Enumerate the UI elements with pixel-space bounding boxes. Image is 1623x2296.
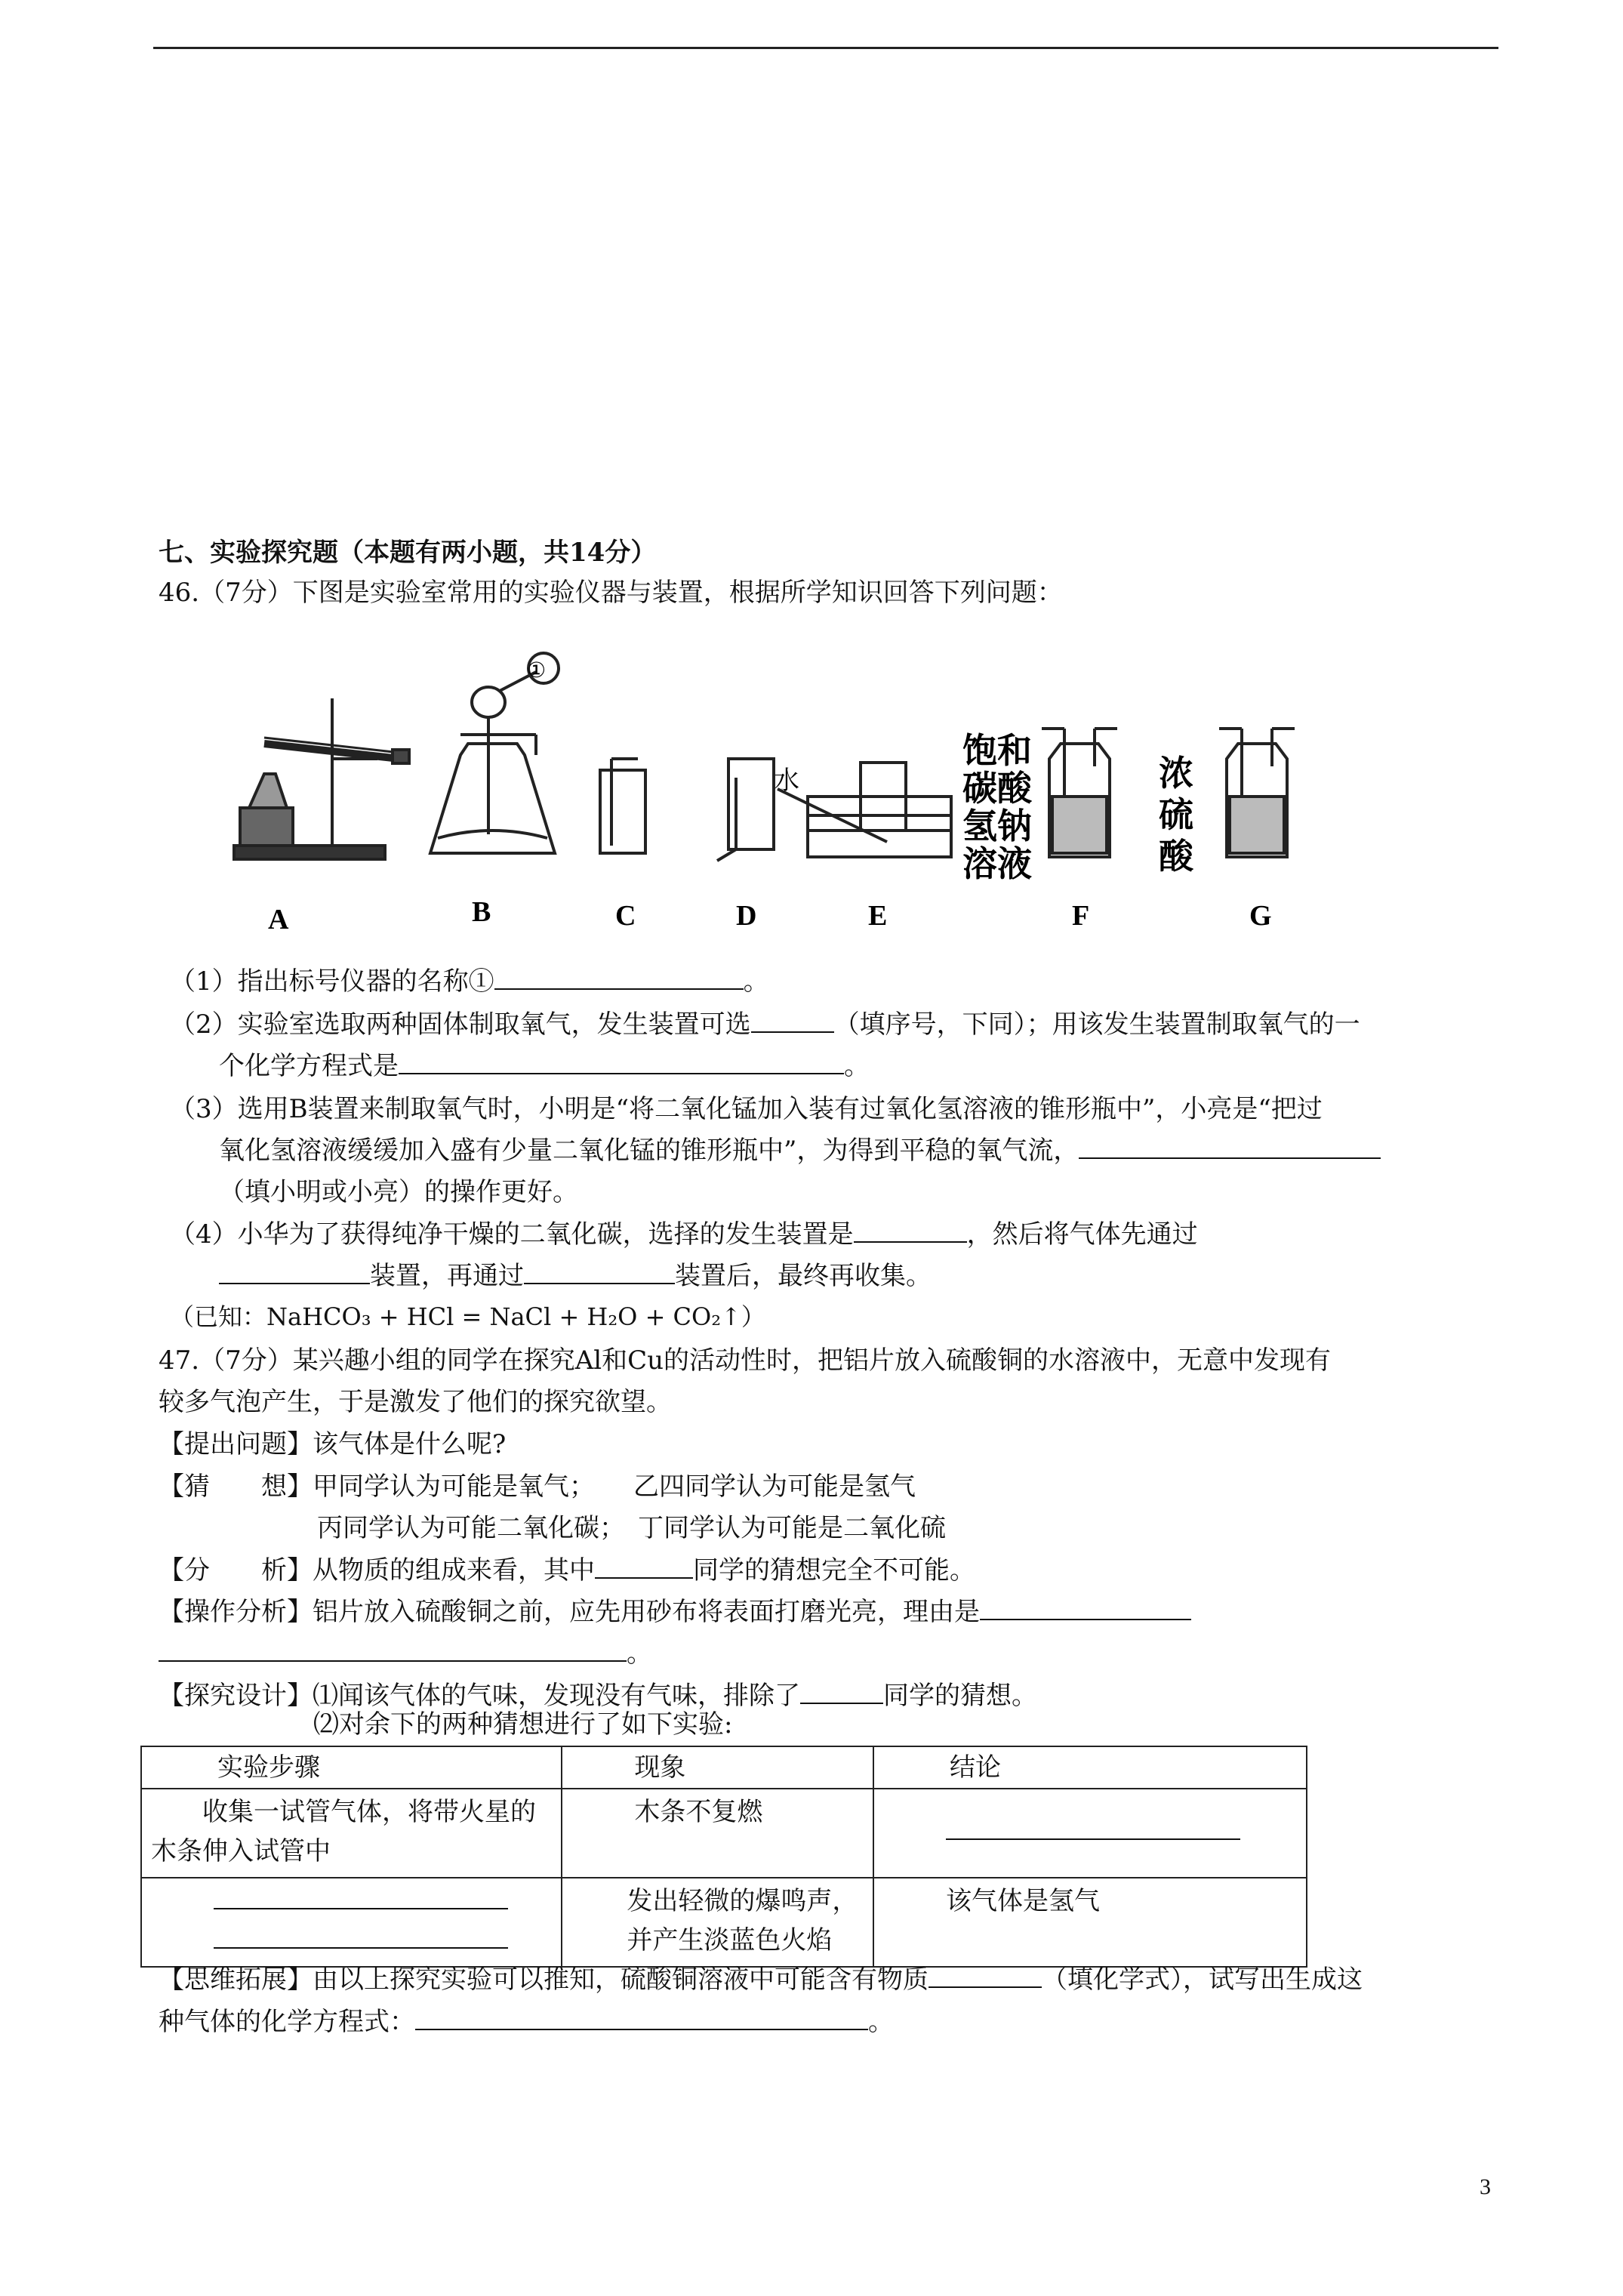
page-number: 3	[1480, 2174, 1491, 2199]
table-cell	[141, 1878, 562, 1967]
q47-analysis: 【分 析】从物质的组成来看，其中 同学的猜想完全不可能。	[159, 1555, 975, 1586]
marker-1: ①	[527, 658, 547, 683]
answer-blank[interactable]	[214, 1885, 508, 1909]
answer-blank[interactable]	[946, 1816, 1240, 1840]
table-cell: 发出轻微的爆鸣声，并产生淡蓝色火焰	[562, 1878, 873, 1967]
answer-blank[interactable]	[219, 1260, 370, 1284]
q46-p4-cont: 装置，再通过 装置后，最终再收集。	[219, 1259, 932, 1293]
table-row	[141, 1789, 1307, 1878]
table-header-row	[141, 1746, 1307, 1789]
table-cell: 该气体是氢气	[873, 1878, 1307, 1967]
label-c: C	[615, 900, 636, 932]
table-cell	[873, 1789, 1307, 1878]
q47-design: 【探究设计】⑴闻该气体的气味，发现没有气味，排除了 同学的猜想。	[159, 1681, 1037, 1711]
apparatus-b	[430, 653, 559, 853]
f-text-4: 溶液	[962, 843, 1032, 884]
answer-blank[interactable]	[751, 1009, 834, 1033]
q46-p2: （2）实验室选取两种固体制取氧气，发生装置可选 （填序号，下同）；用该发生装置制取氧气的一	[170, 1009, 1360, 1040]
answer-blank[interactable]	[415, 2006, 868, 2030]
answer-blank[interactable]	[399, 1050, 844, 1074]
answer-blank[interactable]	[929, 1964, 1042, 1988]
q47-ext-cont: 种气体的化学方程式： 。	[159, 2007, 894, 2037]
q46-p3: （3）选用B装置来制取氧气时，小明是“将二氧化锰加入装有过氧化氢溶液的锥形瓶中”，小亮是“把过	[170, 1094, 1323, 1124]
g-text-2: 硫	[1159, 794, 1193, 835]
f-text-3: 氢钠	[962, 806, 1032, 846]
q46-p2-cont: 个化学方程式是 。	[219, 1051, 870, 1081]
q47-stem-cont: 较多气泡产生，于是激发了他们的探究欲望。	[159, 1387, 672, 1417]
f-text-1: 饱和	[962, 730, 1032, 771]
q47-op-cont: 。	[159, 1637, 652, 1670]
apparatus-figure	[204, 646, 1306, 948]
q46-p1: （1）指出标号仪器的名称① 。	[170, 966, 769, 997]
answer-blank[interactable]	[214, 1925, 508, 1949]
header-rule	[153, 47, 1498, 49]
g-text-3: 酸	[1159, 836, 1193, 877]
label-d: D	[736, 900, 757, 932]
q47-guess-cont: 丙同学认为可能二氧化碳； 丁同学认为可能是二氧化硫	[317, 1513, 946, 1543]
q47-ext: 【思维拓展】由以上探究实验可以推知，硫酸铜溶液中可能含有物质 （填化学式），试写出生成这	[159, 1965, 1363, 1995]
apparatus-c	[600, 759, 645, 853]
experiment-table	[140, 1746, 1307, 1968]
apparatus-a	[234, 698, 409, 859]
q46-p4: （4）小华为了获得纯净干燥的二氧化碳，选择的发生装置是 ，然后将气体先通过	[170, 1219, 1198, 1250]
answer-blank[interactable]	[494, 966, 744, 990]
q46-p3-cont: 氧化氢溶液缓缓加入盛有少量二氧化锰的锥形瓶中”，为得到平稳的氧气流，	[219, 1134, 1381, 1167]
apparatus-d	[717, 759, 774, 861]
q47-guess: 【猜 想】甲同学认为可能是氧气； 乙四同学认为可能是氢气	[159, 1472, 916, 1502]
table-row	[141, 1878, 1307, 1967]
answer-blank[interactable]	[159, 1638, 627, 1662]
answer-blank[interactable]	[800, 1680, 883, 1704]
answer-blank[interactable]	[854, 1219, 967, 1243]
q46-p3-end: （填小明或小亮）的操作更好。	[219, 1177, 578, 1207]
table-cell: 木条不复燃	[562, 1789, 873, 1878]
label-a: A	[268, 904, 289, 935]
label-f: F	[1072, 900, 1090, 932]
table-cell: 收集一试管气体，将带火星的木条伸入试管中	[141, 1789, 562, 1878]
q47-design-cont: ⑵对余下的两种猜想进行了如下实验:	[313, 1709, 733, 1740]
apparatus-f	[1042, 729, 1117, 857]
header-cell: 实验步骤	[141, 1746, 562, 1789]
label-b: B	[472, 896, 491, 928]
q47-ask: 【提出问题】该气体是什么呢?	[159, 1429, 507, 1459]
label-g: G	[1249, 900, 1272, 932]
q46-known: （已知：NaHCO₃ + HCl = NaCl + H₂O + CO₂↑）	[170, 1302, 765, 1331]
label-e: E	[868, 900, 888, 932]
q47-stem: 47.（7分）某兴趣小组的同学在探究Al和Cu的活动性时，把铝片放入硫酸铜的水溶液中，无意中发现有	[159, 1345, 1332, 1376]
answer-blank[interactable]	[524, 1260, 675, 1284]
g-text-1: 浓	[1159, 753, 1193, 794]
answer-blank[interactable]	[1079, 1135, 1381, 1159]
water-label: 水	[774, 766, 799, 796]
header-cell: 结论	[873, 1746, 1307, 1789]
q46-stem: 46.（7分）下图是实验室常用的实验仪器与装置，根据所学知识回答下列问题：	[159, 578, 1063, 608]
apparatus-e	[778, 763, 951, 857]
q47-op: 【操作分析】铝片放入硫酸铜之前，应先用砂布将表面打磨光亮，理由是	[159, 1595, 1191, 1629]
f-text-2: 碳酸	[962, 768, 1032, 809]
apparatus-g	[1219, 729, 1295, 857]
answer-blank[interactable]	[595, 1555, 693, 1579]
header-cell: 现象	[562, 1746, 873, 1789]
section-title: 七、实验探究题（本题有两小题，共14分）	[159, 538, 657, 568]
answer-blank[interactable]	[980, 1596, 1191, 1620]
